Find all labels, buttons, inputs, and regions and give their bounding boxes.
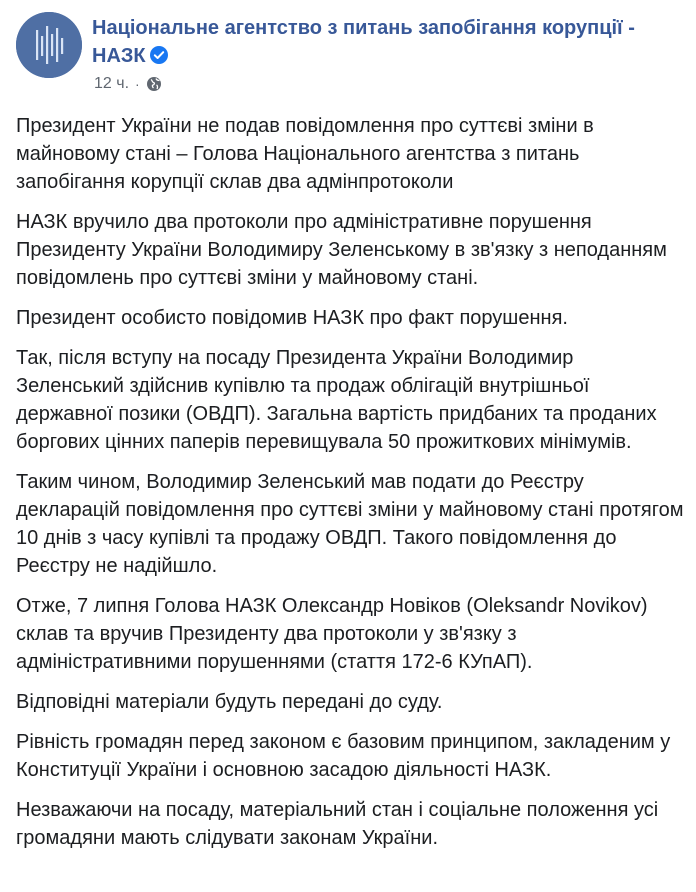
post-paragraph: НАЗК вручило два протоколи про адміністративне порушення Президенту України Володимиру Зеленському в зв'язку з неподанням повідомлень про суттєві зміни у майновому стані. — [16, 211, 667, 289]
globe-icon[interactable] — [146, 76, 162, 92]
verified-badge-icon — [150, 46, 168, 64]
meta-separator: · — [135, 76, 140, 92]
post-paragraph: Рівність громадян перед законом є базовим принципом, закладеним у Конституції України і основною засадою діяльності НАЗК. — [16, 731, 671, 781]
page-avatar[interactable] — [16, 12, 82, 78]
post-header — [92, 14, 687, 93]
post-timestamp[interactable]: 12 ч. — [94, 75, 130, 92]
page-name-link[interactable] — [92, 14, 687, 70]
post-meta — [92, 75, 687, 93]
page-name-text[interactable]: Національне агентство з питань запобігання корупції - НАЗК — [92, 17, 635, 67]
post-paragraph: Таким чином, Володимир Зеленський мав подати до Реєстру декларацій повідомлення про суттєві зміни у майновому стані протягом 10 днів з часу купівлі та продажу ОВДП. Такого повідомлення до Реєстру не надійшло. — [16, 471, 684, 577]
post-body — [16, 112, 684, 864]
post-paragraph: Президент України не подав повідомлення про суттєві зміни в майновому стані – Голова Національного агентства з питань запобігання корупції склав два адмінпротоколи — [16, 115, 594, 193]
post-paragraph: Відповідні матеріали будуть передані до суду. — [16, 691, 443, 713]
post-paragraph: Незважаючи на посаду, матеріальний стан і соціальне положення усі громадяни мають слідувати законам України. — [16, 799, 659, 849]
post-paragraph: Так, після вступу на посаду Президента України Володимир Зеленський здійснив купівлю та продаж облігацій внутрішньої державної позики (ОВДП). Загальна вартість придбаних та проданих боргових цінних паперів перевищувала 50 прожиткових мінімумів. — [16, 347, 657, 453]
post-paragraph: Президент особисто повідомив НАЗК про факт порушення. — [16, 307, 568, 329]
post-paragraph: Отже, 7 липня Голова НАЗК Олександр Новіков (Oleksandr Novikov) склав та вручив Президенту два протоколи у зв'язку з адміністративними порушеннями (стаття 172-6 КУпАП). — [16, 595, 648, 673]
naz-logo-icon — [16, 12, 82, 78]
